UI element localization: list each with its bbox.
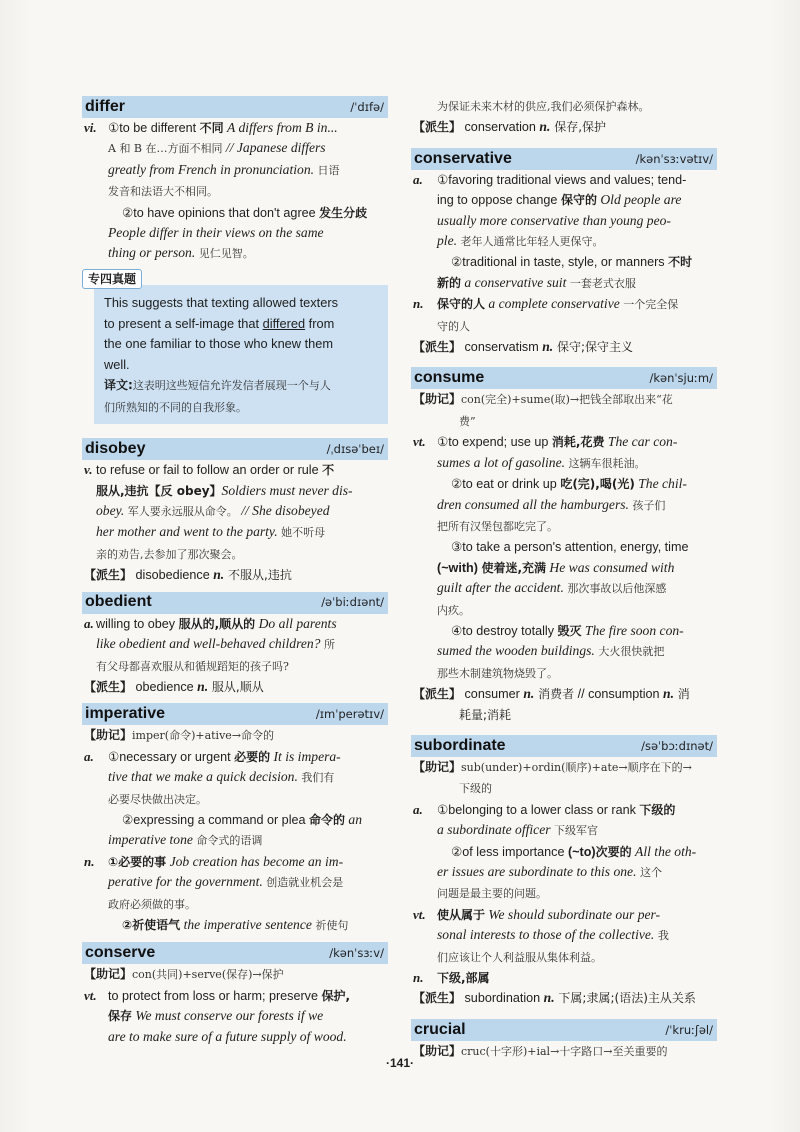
- derivative-line: 【派生】 subordination n. 下属;隶属;(语法)主从关系: [413, 990, 696, 1006]
- entry-disobey: [82, 438, 388, 585]
- entry-header: [82, 592, 388, 614]
- pronunciation: /ˈkruːʃəl/: [665, 1022, 713, 1037]
- pronunciation: /kənˈsjuːm/: [649, 371, 713, 386]
- entry-imperative: [82, 703, 388, 936]
- headword: consume: [414, 369, 485, 387]
- headword: differ: [85, 97, 125, 115]
- entry-header: [82, 942, 388, 964]
- sense-block: a. willing to obey 服从的,顺从的 Do all parents like obedient and well-behaved children? 所 有父母都喜欢服从和循规蹈矩的孩子吗?: [84, 615, 337, 673]
- entry-header: [411, 1019, 717, 1041]
- part-of-speech: a.: [413, 171, 423, 187]
- mnemonic-line: 【助记】con(共同)+serve(保存)→保护: [84, 967, 284, 982]
- derivative-line: 【派生】 conservatism n. 保守;保守主义: [413, 339, 634, 355]
- example-line: thing or person. 见仁见智。: [108, 245, 254, 261]
- sense-block: a. ①favoring traditional views and values; tend- ing to oppose change 保守的 Old people are usually more conservative than young peo- ple. 老年人通常比年轻人更保守。 ②traditional in taste, style, or manners 不时 新的 a conservative suit 一套老式衣服: [413, 171, 693, 290]
- headword: conservative: [414, 149, 512, 167]
- translation-line: 为保证未来木材的供应,我们必须保护森林。: [437, 100, 650, 113]
- example-line: People differ in their views on the same: [108, 225, 324, 241]
- example-line: greatly from French in pronunciation. 日语: [108, 161, 340, 177]
- part-of-speech: vt.: [413, 434, 426, 450]
- headword: obedient: [85, 593, 152, 611]
- part-of-speech: n.: [84, 853, 95, 869]
- entry-header: [82, 703, 388, 725]
- page-number: ·141·: [385, 1056, 414, 1070]
- entry-obedient: [82, 592, 388, 698]
- exam-tag: 专四真题: [82, 269, 142, 289]
- entry-differ: [82, 96, 388, 424]
- entry-consume: [411, 367, 717, 725]
- definition-line: ②to have opinions that don't agree 发生分歧: [122, 205, 368, 220]
- entry-header: [411, 735, 717, 757]
- pronunciation: /ˈdɪfə/: [350, 99, 384, 114]
- mnemonic-line: 【助记】imper(命令)+ative→命令的: [84, 728, 275, 743]
- derivative-line: 【派生】 disobedience n. 不服从,违抗: [84, 567, 292, 583]
- part-of-speech: n.: [413, 296, 424, 312]
- entry-conservative: [411, 148, 717, 358]
- pronunciation: /kənˈsɜːvətɪv/: [635, 151, 713, 166]
- definition-line: ①to be different 不同 A differs from B in...: [108, 120, 338, 135]
- derivative-line: 【派生】 conservation n. 保存,保护: [413, 119, 607, 135]
- sense-block: n. 下级,部属: [411, 968, 717, 988]
- headword: subordinate: [414, 736, 506, 754]
- pronunciation: /əˈbiːdɪənt/: [321, 595, 384, 610]
- part-of-speech: a.: [84, 748, 94, 764]
- headword: crucial: [414, 1020, 466, 1038]
- part-of-speech: a.: [413, 801, 423, 817]
- sense-block: v. to refuse or fail to follow an order or rule 不 服从,违抗【反 obey】Soldiers must never dis- obey. 军人要永远服从命令。 // She disobeyed her mother and went to the party. 她不听母 亲的劝告,去参加了那次聚会。: [84, 462, 353, 561]
- derivative-line: 【派生】 consumer n. 消费者 // consumption n. 消 耗量;消耗: [413, 686, 690, 722]
- left-column: [82, 90, 388, 1047]
- headword: disobey: [85, 440, 146, 458]
- right-column: [411, 96, 717, 1062]
- mnemonic-line: 【助记】con(完全)+sume(取)→把钱全部取出来“花 费”: [413, 392, 673, 428]
- part-of-speech: a.: [84, 615, 94, 631]
- pronunciation: /ˌdɪsəˈbeɪ/: [326, 442, 384, 457]
- entry-header: [411, 148, 717, 170]
- entry-header: [82, 438, 388, 460]
- mnemonic-line: 【助记】sub(under)+ordin(顺序)+ate→顺序在下的→ 下级的: [413, 759, 692, 796]
- pronunciation: /ɪmˈperətɪv/: [315, 707, 384, 722]
- translation-line: 发音和法语大不相同。: [108, 185, 218, 199]
- sense-block: a. ①belonging to a lower class or rank 下级的 a subordinate officer 下级军官 ②of less importance (~to)次要的 All the oth- er issues are subordinate to this one. 这个 问题是最主要的问题。: [413, 801, 697, 901]
- part-of-speech: vi.: [84, 120, 97, 135]
- sense-block: a. ①necessary or urgent 必要的 It is impera- tive that we make a quick decision. 我们有 必要尽快做出决定。 ②expressing a command or plea 命令的 an imperative tone 命令式的语调: [84, 748, 363, 848]
- sense-block: n. ①必要的事 Job creation has become an im- perative for the government. 创造就业机会是 政府必须做的事。 ②祈使语气 the imperative sentence 祈使句: [84, 853, 349, 932]
- entry-conserve: [82, 942, 388, 1047]
- entry-conserve-continued: [411, 96, 717, 138]
- entry-header: [82, 96, 388, 118]
- headword: imperative: [85, 705, 166, 723]
- sense-block: vt. ①to expend; use up 消耗,花费 The car con- sumes a lot of gasoline. 这辆车很耗油。 ②to eat or drink up 吃(完),喝(光) The chil- dren consumed all the hamburgers. 孩子们 把所有汉堡包都吃完了。 ③to take a person's attention, energy, time (~with) 使着迷,充满 He was consumed with guilt after the accident. 那次事故以后他深感 内疚。 ④to destroy totally 毁灭 The fire soon con- sumed the wooden buildings. 大火很快就把 那些木制建筑物烧毁了。: [413, 434, 689, 680]
- example-line: A 和 B 在…方面不相同 // Japanese differs: [108, 140, 326, 156]
- part-of-speech: vt.: [413, 906, 426, 922]
- mnemonic-line: 【助记】cruc(十字形)+ial→十字路口→至关重要的: [413, 1043, 668, 1058]
- sense-block: vt. 使从属于 We should subordinate our per- sonal interests to those of the collective. 我 们应该让个人利益服从集体利益。: [413, 906, 669, 964]
- sense-block: [82, 118, 388, 265]
- part-of-speech: vt.: [84, 987, 97, 1003]
- pronunciation: /səˈbɔːdɪnət/: [641, 738, 713, 753]
- sense-block: n. 保守的人 a complete conservative 一个完全保 守的人: [413, 296, 679, 333]
- entry-subordinate: [411, 735, 717, 1009]
- part-of-speech: n.: [413, 970, 424, 986]
- derivative-line: 【派生】 obedience n. 服从,顺从: [84, 678, 264, 694]
- exam-box: This suggests that texting allowed texters to present a self-image that differed from the one familiar to those who knew them well. 译文:这表明这些短信允许发信者展现一个与人 们所熟知的不同的自我形象。: [94, 285, 388, 424]
- sense-block: vt. to protect from loss or harm; preserve 保护, 保存 We must conserve our forests if we are to make sure of a future supply of wood.: [84, 987, 351, 1044]
- entry-header: [411, 367, 717, 389]
- headword: conserve: [85, 944, 156, 962]
- pronunciation: /kənˈsɜːv/: [329, 946, 384, 961]
- part-of-speech: v.: [84, 462, 93, 478]
